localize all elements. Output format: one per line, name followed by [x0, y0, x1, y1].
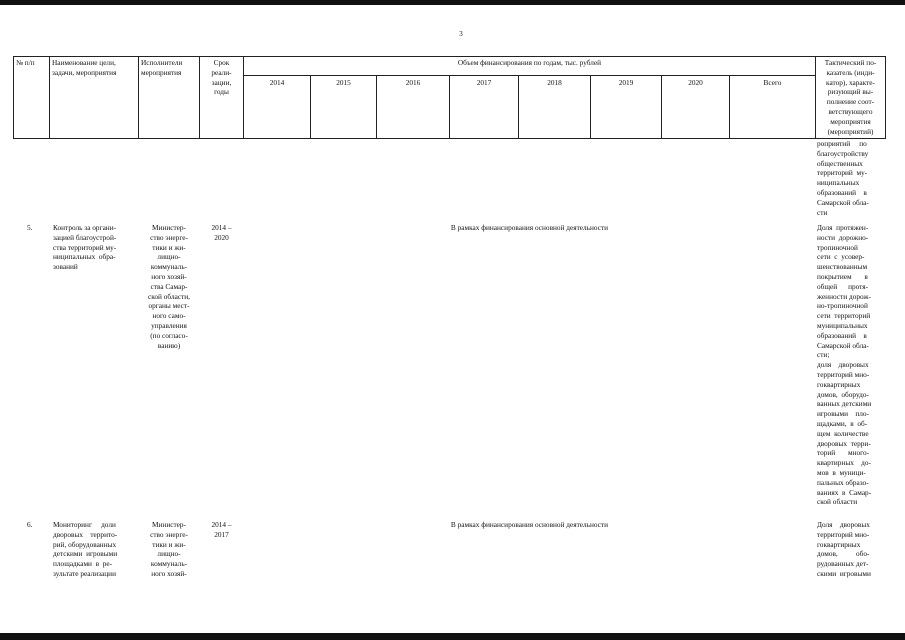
header-col-number: № п/п — [16, 58, 35, 67]
header-col-financing: Объем финансирования по годам, тыс. рублей — [457, 58, 602, 67]
row-number: 6. — [27, 520, 33, 529]
row-indicator: Доля протяжен- ности дорожно- тропиночной сети с усовер- шенствованным покрытием в общей протя- женности дорож- но-тропиночной сети территорий муниципальных образований в Самарской обла- сти; доля дворовых территорий мно- гоквартирных домов, оборудо- ванных детскими игровыми пло- щадками, в об- щем количестве дворовых терри- торий много- квартирных до- мов в муници- пальных образо- ваниях в Самар- ской области — [817, 223, 872, 507]
header-year-2017: 2017 — [476, 78, 492, 87]
header-total: Всего — [763, 78, 782, 87]
row-executors: Министер- ство энерге- тики и жи- лищно- коммуналь- ного хозяй- — [150, 520, 188, 578]
indicator-continuation: роприятий по благоустройству общественных территорий му- ниципальных образований в Самарской обла- сти — [817, 139, 869, 217]
row-executors: Министер- ство энерге- тики и жи- лищно- коммуналь- ного хозяй- ства Самар- ской области, органы мест- ного само- управления (по согласо- ванию) — [147, 223, 190, 350]
page-number: 3 — [459, 30, 463, 38]
header-year-2018: 2018 — [547, 78, 562, 87]
row-term: 2014 – 2020 — [211, 223, 232, 242]
header-year-2020: 2020 — [688, 78, 703, 87]
row-name: Контроль за органи- зацией благоустрой- ства территорий му- ниципальных обра- зований — [53, 223, 117, 272]
row-term: 2014 – 2017 — [211, 520, 232, 539]
header-col-term: Срок реали- зации, годы — [211, 58, 232, 97]
row-financing: В рамках финансирования основной деятельности — [450, 520, 609, 529]
header-col-name: Наименование цели, задачи, мероприятия — [52, 58, 117, 77]
top-scan-border — [0, 0, 905, 5]
row-number: 5. — [27, 223, 33, 232]
header-year-2016: 2016 — [405, 78, 421, 87]
header-year-2019: 2019 — [618, 78, 634, 87]
header-year-2014: 2014 — [269, 78, 285, 87]
row-name: Мониторинг доли дворовых террито- рий, оборудованных детскими игровыми площадками в ре- зультате реализации — [53, 520, 118, 578]
header-col-executors: Исполнители мероприятия — [141, 58, 183, 77]
bottom-scan-border — [0, 633, 905, 640]
header-col-indicator: Тактический по- казатель (инди- катор), характе- ризующий вы- полнение соот- ветствующего мероприятия (мероприятий) — [824, 58, 877, 136]
row-financing: В рамках финансирования основной деятельности — [450, 223, 609, 232]
row-indicator: Доля дворовых территорий мно- гоквартирных домов, обо- рудованных дет- скими игровыми — [817, 520, 871, 578]
header-year-2015: 2015 — [336, 78, 351, 87]
